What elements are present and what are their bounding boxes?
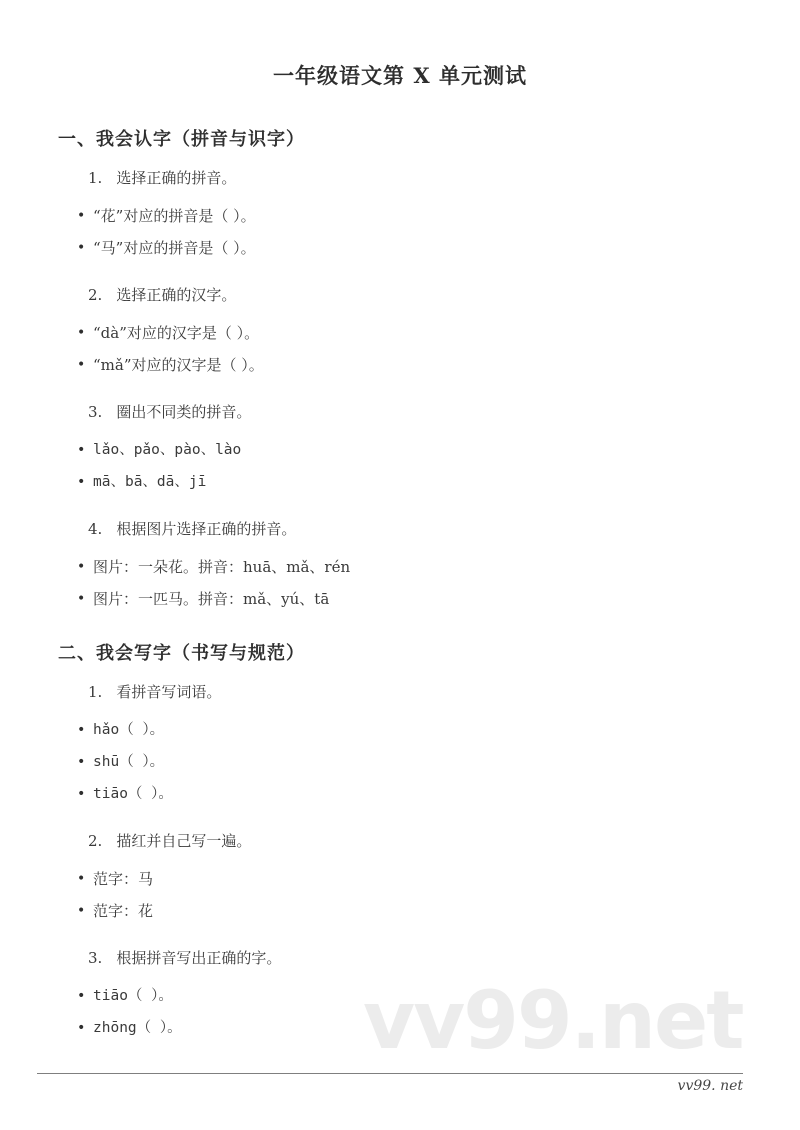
footer-divider-line bbox=[37, 1073, 743, 1074]
bullet-list bbox=[0, 986, 800, 1038]
bullet-item: • 图片：一匹马。拼音：mǎ、yú、tā bbox=[93, 589, 800, 609]
question bbox=[88, 168, 800, 188]
question-text: 根据图片选择正确的拼音。 bbox=[116, 520, 297, 538]
section-heading: 一、我会认字（拼音与识字） bbox=[58, 129, 305, 150]
bullet-item: • “dà”对应的汉字是（ ）。 bbox=[93, 323, 800, 343]
bullet-item: • 范字：马 bbox=[93, 869, 800, 889]
question bbox=[88, 285, 800, 305]
bullet-list bbox=[0, 206, 800, 258]
question-text: 选择正确的拼音。 bbox=[116, 169, 237, 187]
bullet-item: • “马”对应的拼音是（ ）。 bbox=[93, 238, 800, 258]
document-content bbox=[0, 62, 800, 1038]
bullet-item: • 范字：花 bbox=[93, 901, 800, 921]
question-text: 根据拼音写出正确的字。 bbox=[116, 949, 282, 967]
question bbox=[88, 948, 800, 968]
bullet-item: • lǎo、pǎo、pào、lào bbox=[93, 440, 800, 460]
watermark-text: vv99.net bbox=[363, 974, 743, 1067]
bullet-list bbox=[0, 720, 800, 804]
section-recognize-characters bbox=[0, 128, 800, 609]
bullet-item: • hǎo（ ）。 bbox=[93, 720, 800, 740]
question-number: 3. bbox=[88, 403, 103, 421]
question-text: 圈出不同类的拼音。 bbox=[116, 403, 252, 421]
section-write-characters bbox=[0, 642, 800, 1038]
bullet-item: • tiāo（ ）。 bbox=[93, 986, 800, 1006]
question-number: 2. bbox=[88, 286, 103, 304]
question bbox=[88, 402, 800, 422]
question bbox=[88, 831, 800, 851]
page-title: 一年级语文第 X 单元测试 bbox=[273, 63, 527, 88]
question-number: 2. bbox=[88, 832, 103, 850]
bullet-list bbox=[0, 557, 800, 609]
bullet-item: • mā、bā、dā、jī bbox=[93, 472, 800, 492]
question bbox=[88, 519, 800, 539]
question-number: 1. bbox=[88, 169, 103, 187]
footer-site-text: vv99. net bbox=[677, 1078, 743, 1094]
bullet-list bbox=[0, 440, 800, 492]
bullet-list bbox=[0, 869, 800, 921]
bullet-item: • “花”对应的拼音是（ ）。 bbox=[93, 206, 800, 226]
question-number: 4. bbox=[88, 520, 103, 538]
question-text: 看拼音写词语。 bbox=[116, 683, 222, 701]
bullet-item: • 图片：一朵花。拼音：huā、mǎ、rén bbox=[93, 557, 800, 577]
question-text: 选择正确的汉字。 bbox=[116, 286, 237, 304]
bullet-item: • “mǎ”对应的汉字是（ ）。 bbox=[93, 355, 800, 375]
bullet-list bbox=[0, 323, 800, 375]
section-heading: 二、我会写字（书写与规范） bbox=[58, 643, 305, 664]
question-number: 3. bbox=[88, 949, 103, 967]
question-text: 描红并自己写一遍。 bbox=[116, 832, 252, 850]
bullet-item: • tiāo（ ）。 bbox=[93, 784, 800, 804]
question-number: 1. bbox=[88, 683, 103, 701]
bullet-item: • shū（ ）。 bbox=[93, 752, 800, 772]
bullet-item: • zhōng（ ）。 bbox=[93, 1018, 800, 1038]
question bbox=[88, 682, 800, 702]
